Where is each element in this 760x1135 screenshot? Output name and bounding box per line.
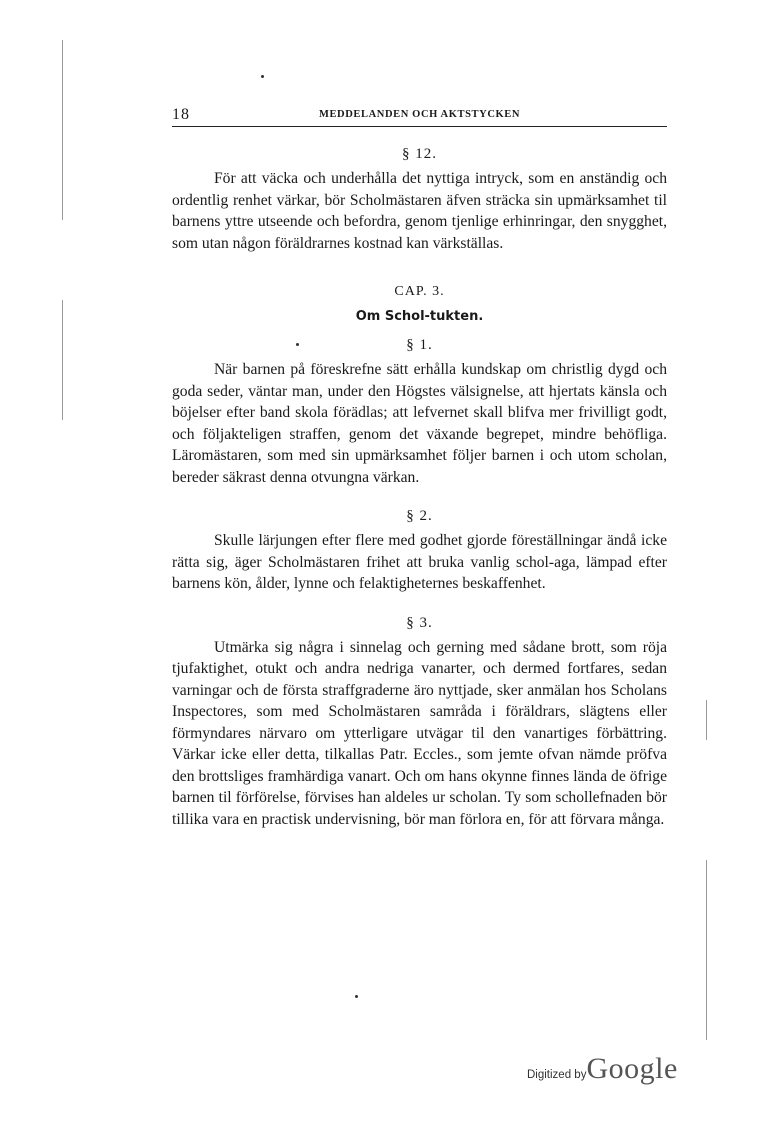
chapter-label: CAP. 3. [394, 284, 445, 299]
section-12-heading: § 12. [402, 146, 437, 162]
scan-speck [355, 995, 358, 998]
section-1-heading: § 1. [406, 337, 433, 353]
scan-edge-line-right-lower [706, 860, 707, 1040]
watermark-prefix: Digitized by [527, 1069, 587, 1081]
google-logo: Google [586, 1052, 678, 1085]
scan-edge-line-right [706, 700, 707, 740]
section-3-text: Utmärka sig några i sinnelag och gerning med sådane brott, som röja tjufaktighet, otukt och andra nedriga vanarter, och dermed fortfares, sedan varningar och de första straffgraderne äro nyttjade, sker anmälan hos Scholans Inspectores, som med Scholmästaren samråda i föräldrars, slägtens eller förmyndares närvaro om ytterligare utvägar til den vanartiges förbättring. Värkar icke eller detta, tilkallas Patr. Eccles., som jemte ofvan nämde pröfva den brottsliges framhärdiga vanart. Och om hans okynne finnes lända de öfrige barnen til förförelse, förvises han aldeles ur scholan. Ty som schollefnaden bör tillika vara en practisk undervisning, bör man förlora en, för att förvara många. [172, 638, 667, 828]
section-2-heading: § 2. [406, 508, 433, 524]
book-page [172, 100, 667, 830]
running-head [172, 100, 667, 127]
section-12-text: För att väcka och underhålla det nyttiga intryck, som en anständig och ordentlig renhet värkar, bör Scholmästaren äfven sträcka sin upmärksamhet til barnens yttre utseende och befordra, genom tjenlige erhinringar, den snygghet, som utan någon föräldrarnes kostnad kan värkställas. [172, 170, 667, 252]
section-2-text: Skulle lärjungen efter flere med godhet gjorde föreställningar ändå icke rätta sig, äger Scholmästaren frihet att bruka vanlig schol-aga, lämpad efter barnens kön, ålder, lynne och felaktigheternes beskaffenhet. [172, 532, 667, 592]
digitized-by-google-watermark [527, 1052, 678, 1092]
chapter-title: Om Schol-tukten. [355, 309, 484, 324]
scan-speck [261, 75, 264, 78]
section-3-heading: § 3. [406, 614, 433, 631]
running-head-title: MEDDELANDEN OCH AKTSTYCKEN [318, 109, 521, 120]
scan-edge-line-left-lower [62, 300, 63, 420]
section-1-text: När barnen på föreskrefne sätt erhålla kundskap om christlig dygd och goda seder, väntar man, under den Högstes välsignelse, att hjertats känsla och böjelser efter band skola förädlas; att lefvernet skall blifva mer frivilligt godt, och följakteligen straffen, genom det växande begrepet, mindre behöfliga. Läromästaren, som med sin upmärksamhet följer barnen i och utom scholan, bereder säkrast denna otvungna värkan. [172, 361, 667, 486]
page-number: 18 [172, 106, 190, 123]
scan-edge-line-left [62, 40, 63, 220]
